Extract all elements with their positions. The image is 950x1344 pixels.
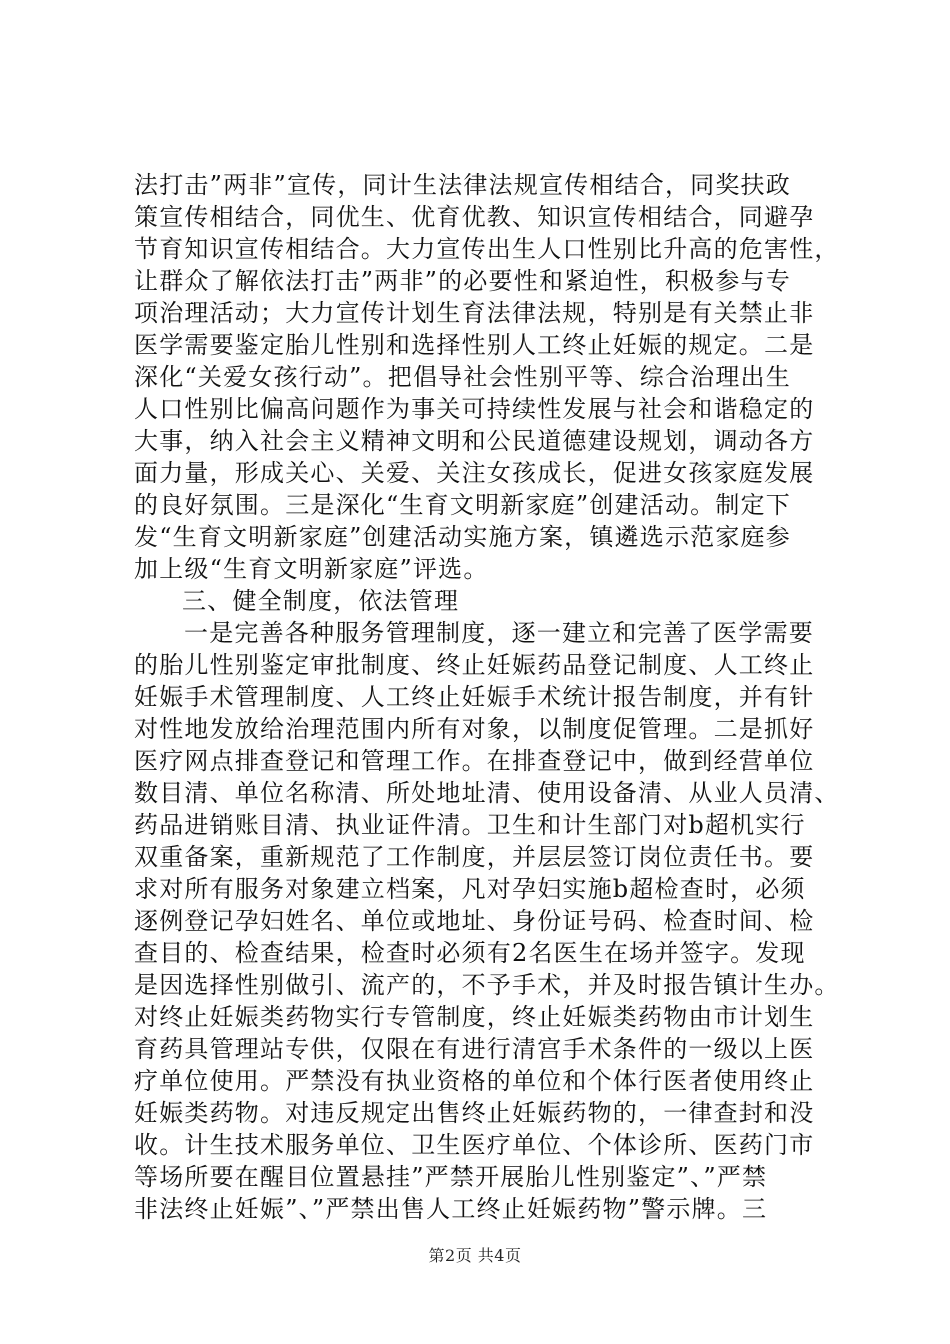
- text-line: 项治理活动；大力宣传计划生育法律法规，特别是有关禁止非: [134, 299, 815, 327]
- text-line: 逐例登记孕妇姓名、单位或地址、身份证号码、检查时间、检: [134, 907, 815, 935]
- text-line: 数目清、单位名称清、所处地址清、使用设备清、从业人员清、: [134, 779, 840, 807]
- text-line: 深化“关爱女孩行动”。把倡导社会性别平等、综合治理出生: [134, 363, 791, 391]
- text-line: 妊娠手术管理制度、人工终止妊娠手术统计报告制度，并有针: [134, 683, 815, 711]
- text-line: 加上级“生育文明新家庭”评选。: [134, 555, 489, 583]
- text-line: 非法终止妊娠”、”严禁出售人工终止妊娠药物”警示牌。三: [134, 1195, 768, 1223]
- text-line: 发“生育文明新家庭”创建活动实施方案，镇遴选示范家庭参: [134, 523, 791, 551]
- text-line: 查目的、检查结果，检查时必须有2名医生在场并签字。发现: [134, 939, 806, 967]
- text-line: 疗单位使用。严禁没有执业资格的单位和个体行医者使用终止: [134, 1067, 815, 1095]
- text-line: 的良好氛围。三是深化“生育文明新家庭”创建活动。制定下: [134, 491, 791, 519]
- text-line: 大事，纳入社会主义精神文明和公民道德建设规划，调动各方: [134, 427, 815, 455]
- text-line: 收。计生技术服务单位、卫生医疗单位、个体诊所、医药门市: [134, 1131, 815, 1159]
- text-line: 人口性别比偏高问题作为事关可持续性发展与社会和谐稳定的: [134, 395, 815, 423]
- text-line: 医疗网点排查登记和管理工作。在排查登记中，做到经营单位: [134, 747, 815, 775]
- text-line: 法打击”两非”宣传，同计生法律法规宣传相结合，同奖扶政: [134, 171, 791, 199]
- text-line: 对终止妊娠类药物实行专管制度，终止妊娠类药物由市计划生: [134, 1003, 815, 1031]
- text-line: 节育知识宣传相结合。大力宣传出生人口性别比升高的危害性，: [134, 235, 840, 263]
- page-number-footer: 第2页 共4页: [428, 1246, 522, 1265]
- text-line: 药品进销账目清、执业证件清。卫生和计生部门对b超机实行: [134, 811, 806, 839]
- text-line: 面力量，形成关心、关爱、关注女孩成长，促进女孩家庭发展: [134, 459, 815, 487]
- text-line: 策宣传相结合，同优生、优育优教、知识宣传相结合，同避孕: [134, 203, 815, 231]
- text-line: 医学需要鉴定胎儿性别和选择性别人工终止妊娠的规定。二是: [134, 331, 815, 359]
- text-line: 妊娠类药物。对违反规定出售终止妊娠药物的，一律查封和没: [134, 1099, 815, 1127]
- text-line: 一是完善各种服务管理制度，逐一建立和完善了医学需要: [184, 619, 814, 647]
- text-line: 的胎儿性别鉴定审批制度、终止妊娠药品登记制度、人工终止: [134, 651, 815, 679]
- text-line: 育药具管理站专供，仅限在有进行清宫手术条件的一级以上医: [134, 1035, 815, 1063]
- text-line: 双重备案，重新规范了工作制度，并层层签订岗位责任书。要: [134, 843, 815, 871]
- text-line: 求对所有服务对象建立档案，凡对孕妇实施b超检查时，必须: [134, 875, 806, 903]
- text-line: 对性地发放给治理范围内所有对象，以制度促管理。二是抓好: [134, 715, 815, 743]
- text-line: 让群众了解依法打击”两非”的必要性和紧迫性，积极参与专: [134, 267, 791, 295]
- body-text: [134, 169, 840, 1225]
- text-line: 等场所要在醒目位置悬挂”严禁开展胎儿性别鉴定”、”严禁: [134, 1163, 768, 1191]
- section-heading: 三、健全制度，依法管理: [182, 587, 460, 615]
- text-line: 是因选择性别做引、流产的，不予手术，并及时报告镇计生办。: [134, 971, 840, 999]
